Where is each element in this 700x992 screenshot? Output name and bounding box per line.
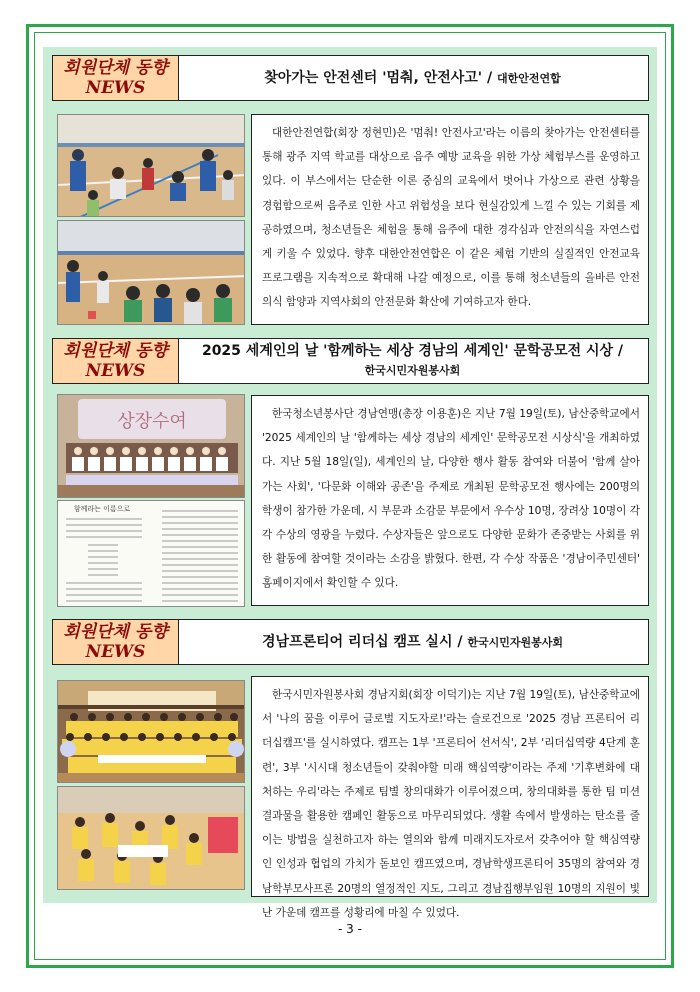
news-tag xyxy=(53,339,179,383)
article-org: 대한안전연합 xyxy=(496,71,561,85)
article-3-body xyxy=(251,676,649,919)
article-1-photo-bottom xyxy=(57,220,245,325)
article-3-photo-top xyxy=(57,680,245,783)
article-3-photo-bottom xyxy=(57,786,245,890)
news-tag-news: NEWS xyxy=(85,642,146,662)
article-3-header xyxy=(52,619,649,665)
news-tag xyxy=(53,56,179,100)
news-tag-label: 회원단체 동향 xyxy=(63,341,168,361)
article-1-body xyxy=(251,114,649,325)
article-org: 한국시민자원봉사회 xyxy=(364,364,461,377)
article-title-text: 찾아가는 안전센터 '멈춰, 안전사고' / xyxy=(264,69,493,86)
article-2-title xyxy=(183,339,642,383)
news-tag-label: 회원단체 동향 xyxy=(63,622,168,642)
banner-text: 상장수여 xyxy=(117,411,187,432)
article-org: 한국시민자원봉사회 xyxy=(467,635,563,649)
poem-title: 함께라는 이름으로 xyxy=(73,505,131,513)
article-2-photo-top xyxy=(57,394,245,498)
news-tag-news: NEWS xyxy=(85,361,146,381)
article-2-photo-poem xyxy=(57,500,245,607)
article-1-photo-top xyxy=(57,114,245,217)
article-body-text: 한국청소년봉사단 경남연맹(총장 이용훈)은 지난 7월 19일(토), 남산중학교에서 '2025 세계인의 날 '함께하는 세상 경남의 세계인' 문학공모전 시상식'을 개최하였다. 지난 5월 18일(일), 세계인의 날, 다양한 행사 활동 참여와 더불어 '함께 살아가는 사회', '다문화 이해와 공존'을 주제로 개최된 문학공모전 행사에는 200명의 학생이 참가한 가운데, 시 부문과 소감문 부문에서 우수상 10명, 장려상 10명이 각각 수상의 영광을 누렸다. 수상자들은 앞으로도 다양한 문화가 존중받는 사회를 위한 활동에 참여할 것이라는 소감을 밝혔다. 한편, 각 수상 작품은 '경남이주민센터' 홈페이지에서 확인할 수 있다. xyxy=(262,408,640,590)
article-title-text: 2025 세계인의 날 '함께하는 세상 경남의 세계인' 문학공모전 시상 / xyxy=(201,343,624,359)
article-1-title xyxy=(183,56,642,100)
article-body-text: 한국시민자원봉사회 경남지회(회장 이덕기)는 지난 7월 19일(토), 남산중학교에서 '나의 꿈을 이루어 글로벌 지도자로!'라는 슬로건으로 '2025 경남 프론티어 리더십캠프'를 실시하였다. 캠프는 1부 '프론티어 선서식', 2부 '리더십역량 4단계 훈련', 3부 '시시대 청소년들이 갖춰야할 미래 핵심역량'이라는 주제 '기후변화에 대처하는 우리'라는 주제로 팀별 창의대화가 이루어졌으며, 창의대화를 통한 팀 미션 결과물을 활용한 캠페인 활동으로 마무리되었다. 생활 속에서 발생하는 탄소를 줄이는 방법을 실천하고자 하는 열의와 함께 미래지도자로서 갖추어야 할 핵심역량인 인성과 협업의 가치가 돋보인 캠프였으며, 경남학생프론티어 35명의 참여와 경남학부모사프론 20명의 열정적인 지도, 그리고 경남집행부임원 10명의 지원이 빛난 가운데 캠프를 성황리에 마칠 수 있었다. xyxy=(262,689,640,919)
article-body-text: 대한안전연합(회장 정현민)은 '멈춰! 안전사고'라는 이름의 찾아가는 안전센터를 통해 광주 지역 학교를 대상으로 음주 예방 교육을 위한 가상 체험부스를 운영하고 있다. 이 부스에서는 단순한 이론 중심의 교육에서 벗어나 가상으로 관련 상황을 경험함으로써 음주로 인한 사고 위험성을 보다 현실감있게 느낄 수 있는 기회를 제공하였으며, 청소년들은 체험을 통해 음주에 대한 경각심과 안전의식을 자연스럽게 키울 수 있었다. 향후 대한안전연합은 이 같은 체험 기반의 실질적인 안전교육 프로그램을 지속적으로 확대해 나갈 예정으로, 이를 통해 청소년들의 올바른 안전 의식 함양과 지역사회의 안전문화 확산에 기여하고자 한다. xyxy=(262,127,640,309)
news-tag-label: 회원단체 동향 xyxy=(63,58,168,78)
article-3-title xyxy=(183,620,642,664)
news-tag xyxy=(53,620,179,664)
page-number: - 3 - xyxy=(338,922,362,936)
article-1-header xyxy=(52,55,649,101)
article-2-body xyxy=(251,395,649,606)
article-2-header xyxy=(52,338,649,384)
article-title-text: 경남프론티어 리더십 캠프 실시 / xyxy=(262,633,463,650)
news-tag-news: NEWS xyxy=(85,78,146,98)
